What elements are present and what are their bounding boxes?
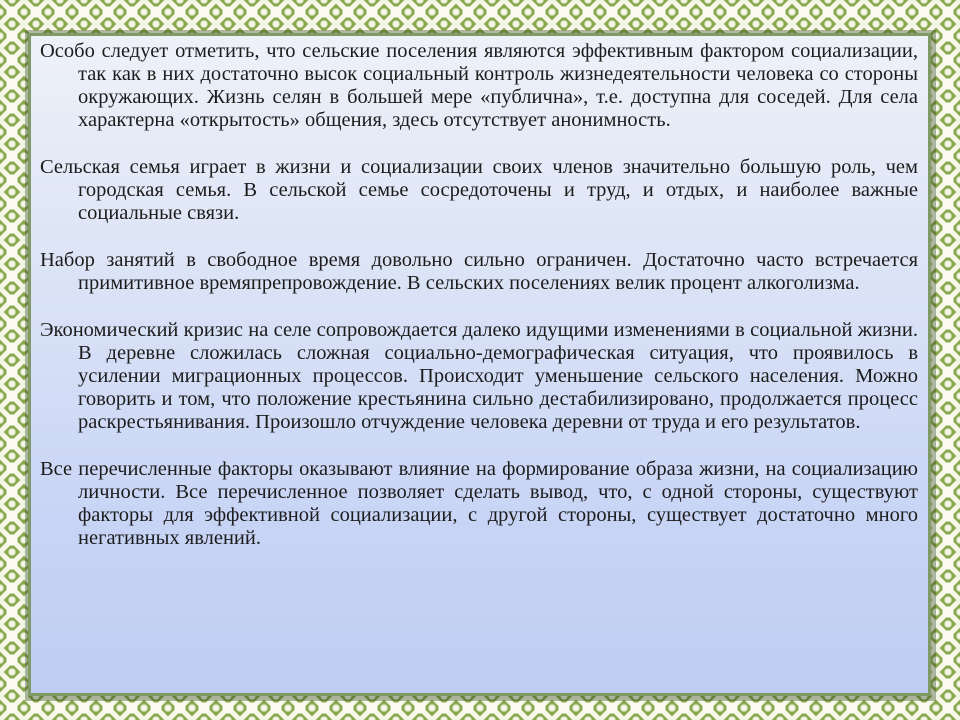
slide-text: [40, 40, 918, 574]
paragraph-conclusion: Все перечисленные факторы оказывают влияние на формирование образа жизни, на социализацию личности. Все перечисленное позволяет сделать вывод, что, с одной стороны, существуют факторы для эффективной социализации, с другой стороны, существует достаточно много негативных явлений.: [40, 458, 918, 549]
paragraph-free-time: Набор занятий в свободное время довольно сильно ограничен. Достаточно часто встречается примитивное времяпрепровождение. В сельских поселениях велик процент алкоголизма.: [40, 249, 918, 294]
paragraph-rural-family: Сельская семья играет в жизни и социализации своих членов значительно большую роль, чем городская семья. В сельской семье сосредоточены и труд, и отдых, и наиболее важные социальные связи.: [40, 156, 918, 224]
paragraph-rural-socialization: Особо следует отметить, что сельские поселения являются эффективным фактором социализации, так как в них достаточно высок социальный контроль жизнедеятельности человека со стороны окружающих. Жизнь селян в большей мере «публична», т.е. доступна для соседей. Для села характерна «открытость» общения, здесь отсутствует анонимность.: [40, 40, 918, 131]
paragraph-economic-crisis: Экономический кризис на селе сопровождается далеко идущими изменениями в социальной жизни. В деревне сложилась сложная социально-демографическая ситуация, что проявилось в усилении миграционных процессов. Происходит уменьшение сельского населения. Можно говорить и том, что положение крестьянина сильно дестабилизировано, продолжается процесс раскрестьянивания. Произошло отчуждение человека деревни от труда и его результатов.: [40, 319, 918, 433]
